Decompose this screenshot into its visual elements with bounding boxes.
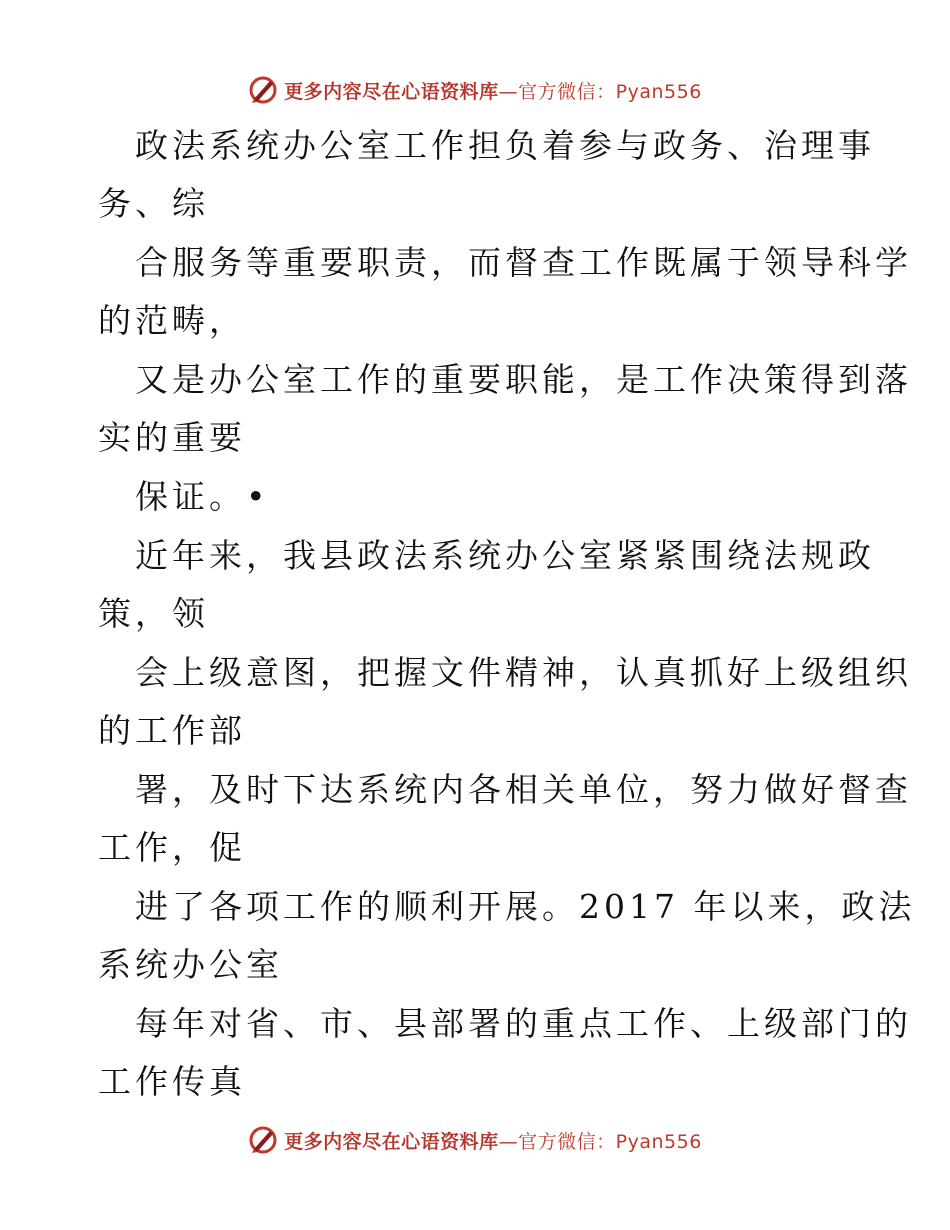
pen-logo-icon: [248, 1125, 278, 1155]
header-watermark: [0, 70, 950, 110]
text-line: 的工作部: [98, 711, 246, 750]
footer-watermark: [0, 1120, 950, 1160]
text-line: 会上级意图，把握文件精神，认真抓好上级组织: [135, 653, 912, 692]
watermark-brand: 更多内容尽在心语资料库: [284, 80, 499, 103]
text-line: 每年对省、市、县部署的重点工作、上级部门的: [135, 1004, 912, 1043]
text-line: 实的重要: [98, 418, 246, 457]
text-line: 保证。•: [135, 477, 270, 516]
watermark-wechat: 官方微信：Pyan556: [518, 80, 702, 103]
text-line: 合服务等重要职责，而督查工作既属于领导科学: [135, 243, 912, 282]
text-line: 工作传真: [98, 1062, 246, 1101]
watermark-separator: —: [498, 80, 519, 103]
text-line: 近年来，我县政法系统办公室紧紧围绕法规政: [135, 536, 875, 575]
text-line: 策，领: [98, 594, 209, 633]
text-line: 署，及时下达系统内各相关单位，努力做好督查: [135, 770, 912, 809]
text-line: 系统办公室: [98, 945, 283, 984]
text-line: 又是办公室工作的重要职能，是工作决策得到落: [135, 360, 912, 399]
watermark-text: [284, 77, 702, 104]
pen-logo-icon: [248, 75, 278, 105]
text-line: 务、综: [98, 184, 209, 223]
text-line: 政法系统办公室工作担负着参与政务、治理事: [135, 126, 875, 165]
watermark-text: [284, 1127, 702, 1154]
text-line: 的范畴，: [98, 301, 246, 340]
text-line: 工作，促: [98, 828, 246, 867]
watermark-separator: —: [498, 1130, 519, 1153]
watermark-brand: 更多内容尽在心语资料库: [284, 1130, 499, 1153]
watermark-wechat: 官方微信：Pyan556: [518, 1130, 702, 1153]
text-line: 进了各项工作的顺利开展。2017 年以来，政法: [135, 887, 916, 926]
